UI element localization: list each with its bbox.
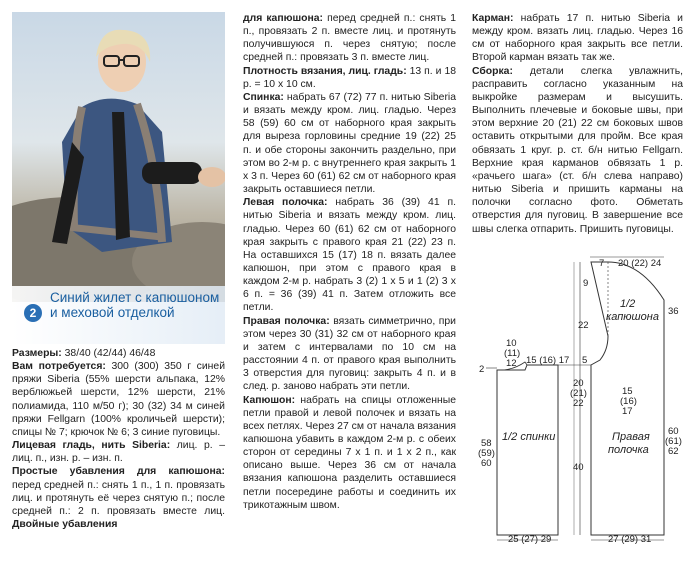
paragraph bbox=[12, 465, 225, 531]
paragraph-heading: Карман: bbox=[472, 13, 514, 24]
paragraph-text: перед средней п.: снять 1 п., 1 п. провязать лиц. и протянуть её через снятую п.; после средней п.: 2 п. провязать вместе лиц. bbox=[12, 479, 225, 517]
paragraph bbox=[243, 196, 456, 314]
dim-20: 20 bbox=[573, 378, 584, 389]
paragraph bbox=[12, 347, 225, 360]
paragraph-heading: Спинка: bbox=[243, 91, 284, 103]
dim-16: (16) bbox=[620, 396, 637, 407]
hood-label-2: капюшона bbox=[606, 311, 659, 323]
paragraph-text: 300 (300) 350 г синей пряжи Siberia (55% шерсти альпака, 12% верблюжьей шерсти, 12% шерсти, 21% полиамида, 110 м/50 г); 30 (32) 34 м синей пряжи Fellgarn (100% кроличьей шерсти); спицы № 7; крючок № 6; 3 синие пуговицы. bbox=[12, 361, 225, 438]
paragraph-heading: Вам потребуется: bbox=[12, 361, 106, 373]
dim-17: 17 bbox=[622, 406, 633, 417]
paragraph-heading: Правая полочка: bbox=[243, 315, 330, 327]
text-column-2 bbox=[243, 12, 456, 512]
paragraph-heading: Простые убавления для капюшона: bbox=[12, 466, 225, 478]
paragraph-text: набрать 36 (39) 41 п. нитью Siberia и вязать между кром. лиц. гладью. Через 60 (61) 62 см от наборного края закрыть с правого края 21 (22) 23 п. На оставшихся 15 (17) 18 п. вязать далее капюшон, при этом с правого края в каждом 2-м р. набрать 3 (2) 1 х 5 и 1 (2) 3 х 6 п. = 36 (39) 41 п. Затем отложить все петли. bbox=[243, 197, 457, 314]
dim-10: 10 bbox=[506, 338, 517, 349]
paragraph bbox=[243, 12, 456, 65]
dim-62-right: 62 bbox=[668, 446, 679, 457]
text-column-3 bbox=[472, 12, 683, 236]
paragraph bbox=[472, 65, 683, 236]
dim-2: 2 bbox=[479, 364, 485, 375]
dim-60-right: 60 bbox=[668, 426, 679, 437]
caption-title: Синий жилет с капюшоном и меховой отделкой bbox=[50, 290, 220, 320]
paragraph-text: набрать 67 (72) 77 п. нитью Siberia и вязать между кром. лиц. гладью. Через 58 (59) 60 см от наборного края закрыть для выреза горловины средние 19 (22) 25 п. и обе стороны закончить раздельно, при этом во 2-м р. с внутреннего края закрыть 1 х 3 п. Через 60 (61) 62 см от наборного края закрыть оставшиеся петли. bbox=[243, 91, 457, 196]
front-label-1: Правая bbox=[612, 431, 650, 443]
dim-22: 22 bbox=[573, 398, 584, 409]
paragraph-text: вязать симметрично, при этом через 30 (31) 32 см от наборного края и затем с интервалами по 10 см на расстоянии 4 п. от правого края выполнить 3 отверстия для пуговиц: закрыть 4 п. и в след. р. заново набрать эти петли. bbox=[243, 315, 456, 393]
dim-40: 40 bbox=[573, 462, 584, 473]
paragraph-text: набрать на спицы отложенные петли правой и левой полочек и вязать на всех петлях. Через 27 см от начала вязания капюшона убавить в каждом 2-м р. с обеих сторон от середины 7 х 1 п. и 1 х 2 п., как описано выше. Через 36 см от начала вязания капюшона разделить оставшиеся петли посередине работы и соединить их трикотажным швом. bbox=[243, 394, 456, 511]
dim-60: 60 bbox=[481, 458, 492, 469]
back-label: 1/2 спинки bbox=[502, 431, 556, 443]
paragraph-heading: Размеры: bbox=[12, 348, 62, 359]
dim-21: (21) bbox=[570, 388, 587, 399]
text-column-1 bbox=[12, 347, 225, 531]
paragraph-heading: Капюшон: bbox=[243, 394, 296, 406]
front-label-2: полочка bbox=[608, 444, 649, 456]
paragraph-text: набрать 17 п. нитью Siberia и между кром. вязать лиц. гладью. Через 16 см от наборного края закрыть все петли. Второй карман вязать так же. bbox=[472, 13, 683, 64]
dim-25-27-29: 25 (27) 29 bbox=[508, 534, 552, 545]
caption-box bbox=[12, 286, 225, 344]
dim-7: 7 bbox=[599, 258, 605, 269]
paragraph-heading: Двойные убавления bbox=[12, 519, 118, 531]
paragraph bbox=[12, 439, 225, 465]
back-piece-outline bbox=[497, 365, 558, 535]
dim-11: (11) bbox=[504, 348, 521, 359]
caption-number: 2 bbox=[24, 304, 42, 322]
dim-15: 15 bbox=[622, 386, 633, 397]
dim-61-right: (61) bbox=[665, 436, 682, 447]
paragraph bbox=[243, 65, 456, 91]
paragraph-heading: Сборка: bbox=[472, 65, 513, 77]
dim-58: 58 bbox=[481, 438, 492, 449]
paragraph bbox=[12, 360, 225, 439]
dim-15-16-17: 15 (16) 17 bbox=[526, 355, 570, 366]
dim-27-29-31: 27 (29) 31 bbox=[608, 534, 652, 545]
paragraph-heading: Левая полочка: bbox=[243, 197, 328, 209]
hood-label-1: 1/2 bbox=[620, 298, 636, 310]
front-hood-outline bbox=[591, 262, 664, 535]
paragraph bbox=[243, 394, 456, 512]
paragraph-text: лиц. р. – лиц. п., изн. р. – изн. п. bbox=[12, 440, 226, 465]
paragraph bbox=[243, 315, 456, 394]
dim-5: 5 bbox=[582, 355, 588, 366]
paragraph-text: 13 п. и 18 р. = 10 х 10 см. bbox=[243, 65, 457, 90]
paragraph-text: 38/40 (42/44) 46/48 bbox=[61, 348, 156, 359]
paragraph-heading: для капюшона: bbox=[243, 13, 323, 24]
dim-59: (59) bbox=[478, 448, 495, 459]
dim-12: 12 bbox=[506, 358, 517, 369]
dim-20-22-24: 20 (22) 24 bbox=[618, 258, 662, 269]
dim-9: 9 bbox=[583, 278, 589, 289]
model-wearing-vest-image bbox=[12, 12, 225, 302]
paragraph-text: детали слегка увлажнить, расправить согласно указанным на выкройке размерам и высушить. Выполнить плечевые и боковые швы, при этом верхние 20 (21) 22 см боковых швов оставить открытыми для пройм. Все края обвязать 1 круг. р. ст. б/н нитью Fellgarn. Верхние края карманов обвязать 1 р. «рачьего шага» (ст. б/н слева направо) нитью Siberia и пришить карманы на полочки согласно фото. Обметать отверстия для пуговиц. В завершение все швы слегка отпарить. Пришить пуговицы. bbox=[472, 65, 683, 235]
paragraph bbox=[243, 91, 456, 196]
paragraph-heading: Лицевая гладь, нить Siberia: bbox=[12, 440, 171, 452]
paragraph-text: перед средней п.: снять 1 п., провязать 2 п. вместе лиц. и протянуть получившуюся п. через снятую; после средней п.: провязать 3 п. вместе лиц. bbox=[243, 13, 456, 64]
product-photo bbox=[12, 12, 225, 302]
paragraph-heading: Плотность вязания, лиц. гладь: bbox=[243, 65, 407, 77]
paragraph bbox=[472, 12, 683, 65]
dim-36: 36 bbox=[668, 306, 679, 317]
dim-22-top: 22 bbox=[578, 320, 589, 331]
